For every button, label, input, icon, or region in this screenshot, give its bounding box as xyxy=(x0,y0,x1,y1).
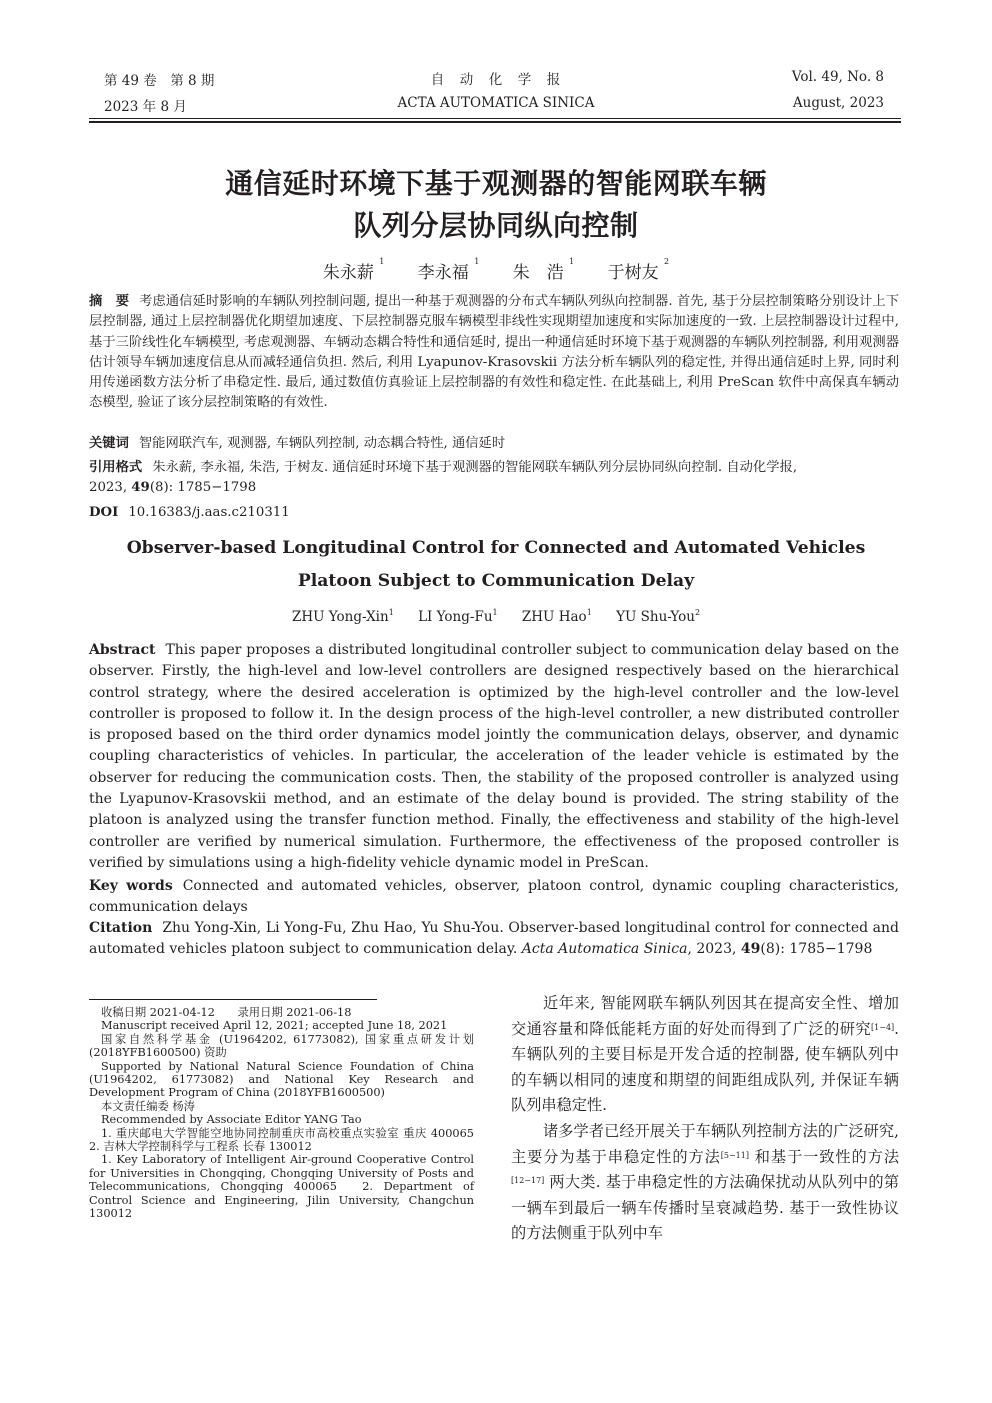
citation-cn-label: 引用格式 xyxy=(89,460,143,475)
title-cn-line2: 队列分层协同纵向控制 xyxy=(353,209,639,242)
abstract-cn-text: 考虑通信延时影响的车辆队列控制问题, 提出一种基于观测器的分布式车辆队列纵向控制器. 首先, 基于分层控制策略分别设计上下层控制器, 通过上层控制器优化期望加速度、下层控制器克服车辆模型非线性实现期望加速度和实际加速度的一致. 上层控制器设计过程中, 基于三阶线性化车辆模型, 考虑观测器、车辆动态耦合特性和通信延时, 提出一种通信延时环境下基于观测器的车辆队列控制器, 利用观测器估计领导车辆加速度信息从而减轻通信负担. 然后, 利用 Lyapunov-Krasovskii 方法分析车辆队列的稳定性, 并得出通信延时上界, 同时利用传递函数方法分析了串稳定性. 最后, 通过数值仿真验证上层控制器的有效性和稳定性. 在此基础上, 利用 PreScan 软件中高保真车辆动态模型, 验证了该分层控制策略的有效性. xyxy=(89,294,899,411)
author-cn: 朱永薪 $^1$ xyxy=(322,257,385,283)
keywords-cn-text: 智能网联汽车, 观测器, 车辆队列控制, 动态耦合特性, 通信延时 xyxy=(138,436,506,451)
footnote-fund-en: Supported by National Natural Science Foundation of China (U1964202, 61773082) and National Key Research and Development Program of China (2018YFB1600500) xyxy=(89,1059,474,1100)
author-cn: 李永福 $^1$ xyxy=(417,257,480,283)
citation-ref: [12−17] xyxy=(511,1176,545,1186)
author-en: LI Yong-Fu$^1$ xyxy=(418,608,498,625)
abstract-cn-label: 摘 要 xyxy=(89,294,130,309)
abstract-en-label: Abstract xyxy=(89,642,156,658)
header-rule-thick xyxy=(89,121,901,123)
author-cn: 朱 浩 $^1$ xyxy=(512,257,575,283)
footnote-affiliation-cn: 1. 重庆邮电大学智能空地协同控制重庆市高校重点实验室 重庆 400065 2. 吉林大学控制科学与工程系 长春 130012 xyxy=(89,1126,486,1154)
abstract-en-text: This paper proposes a distributed longitudinal controller subject to communication delay based on the observer. Firstly, the high-level and low-level controllers are designed respectively based on the hierarchical control strategy, where the desired acceleration is optimized by the high-level controller and the low-level controller is proposed to follow it. In the design process of the high-level controller, a new distributed controller is proposed based on the third order dynamics model jointly the communication delays, observer, and dynamic coupling characteristics of vehicles. In particular, the acceleration of the leader vehicle is estimated by the observer for reducing the communication costs. Then, the stability of the proposed controller is analyzed using the Lyapunov-Krasovskii method, and an estimate of the delay bound is provided. The string stability of the platoon is analyzed using the transfer function method. Finally, the effectiveness and stability of the high-level controller are verified by numerical simulation. Furthermore, the effectiveness of the proposed controller is verified by simulations using a high-fidelity vehicle dynamic model in PreScan. xyxy=(89,642,899,871)
citation-en: Citation Zhu Yong-Xin, Li Yong-Fu, Zhu Hao, Yu Shu-You. Observer-based longitudinal control for connected and automated vehicles platoon subject to communication delay. Acta Automatica Sinica, 2023, 49(8): 1785−1798 xyxy=(89,920,899,958)
citation-ref: [1−4] xyxy=(871,1022,895,1032)
citation-en-label: Citation xyxy=(89,920,153,936)
footnote-received-en: Manuscript received April 12, 2021; accepted June 18, 2021 xyxy=(101,1019,448,1033)
body-text xyxy=(511,991,899,1247)
body-paragraph-2: 诸多学者已经开展关于车辆队列控制方法的广泛研究, 主要分为基于串稳定性的方法[5−11] 和基于一致性的方法[12−17] 两大类. 基于串稳定性的方法确保扰动从队列中的第一辆车到最后一辆车传播时呈衰减趋势. 基于一致性协议的方法侧重于队列中车 xyxy=(511,1121,900,1243)
volume-issue-en: Vol. 49, No. 8 xyxy=(791,69,884,85)
title-en-line1: Observer-based Longitudinal Control for Connected and Automated Vehicles xyxy=(126,538,866,558)
authors-cn xyxy=(0,258,992,283)
author-en: ZHU Hao$^1$ xyxy=(521,608,592,625)
title-en-line2: Platoon Subject to Communication Delay xyxy=(297,571,695,591)
date-cn: 2023 年 8 月 xyxy=(104,99,187,115)
footnote-affiliation-en: 1. Key Laboratory of Intelligent Air-ground Cooperative Control for Universities in Chongqing, Chongqing University of Posts and Telecommunications, Chongqing 400065 2. Department of Control Science and Engineering, Jilin University, Changchun 130012 xyxy=(89,1153,474,1221)
author-cn: 于树友 $^2$ xyxy=(607,257,670,283)
keywords-cn xyxy=(89,434,899,454)
footnote-rule xyxy=(89,999,377,1000)
footnote-fund-cn: 国家自然科学基金 (U1964202, 61773082), 国家重点研发计划 (2018YFB1600500) 资助 xyxy=(89,1032,474,1060)
doi-value: 10.16383/j.aas.c210311 xyxy=(128,505,290,520)
doi-label: DOI xyxy=(89,505,119,520)
doi xyxy=(89,503,899,523)
keywords-en-text: Connected and automated vehicles, observer, platoon control, dynamic coupling characteristics, communication delays xyxy=(89,878,899,916)
author-en: ZHU Yong-Xin$^1$ xyxy=(291,608,394,625)
footnote-editor-cn: 本文责任编委 杨涛 xyxy=(101,1099,195,1113)
footnotes xyxy=(89,1006,486,1221)
journal-name-en: ACTA AUTOMATICA SINICA xyxy=(397,95,595,111)
date-en: August, 2023 xyxy=(792,95,884,111)
author-en: YU Shu-You$^2$ xyxy=(616,608,701,625)
authors-en xyxy=(0,609,992,625)
header-rule-thin xyxy=(89,118,901,119)
journal-name-cn: 自 动 化 学 报 xyxy=(430,72,562,88)
title-cn-line1: 通信延时环境下基于观测器的智能网联车辆 xyxy=(225,167,767,200)
citation-cn: 引用格式 朱永薪, 李永福, 朱浩, 于树友. 通信延时环境下基于观测器的智能网联车辆队列分层协同纵向控制. 自动化学报, 2023, 49(8): 1785−1798 xyxy=(89,460,798,496)
keywords-cn-label: 关键词 xyxy=(89,436,129,451)
keywords-en xyxy=(89,876,899,919)
citation-ref: [5−11] xyxy=(720,1150,749,1160)
footnote-editor-en: Recommended by Associate Editor YANG Tao xyxy=(101,1113,362,1127)
abstract-en xyxy=(89,640,899,874)
footnote-received-cn: 收稿日期 2021-04-12 录用日期 2021-06-18 xyxy=(101,1006,352,1019)
keywords-en-label: Key words xyxy=(89,878,173,894)
abstract-cn xyxy=(89,292,899,414)
volume-issue-cn: 第 49 卷 第 8 期 xyxy=(104,73,215,89)
body-paragraph-1: 近年来, 智能网联车辆队列因其在提高安全性、增加交通容量和降低能耗方面的好处而得到了广泛的研究[1−4]. 车辆队列的主要目标是开发合适的控制器, 使车辆队列中的车辆以相同的速度和期望的间距组成队列, 并保证车辆队列串稳定性. xyxy=(511,994,899,1115)
